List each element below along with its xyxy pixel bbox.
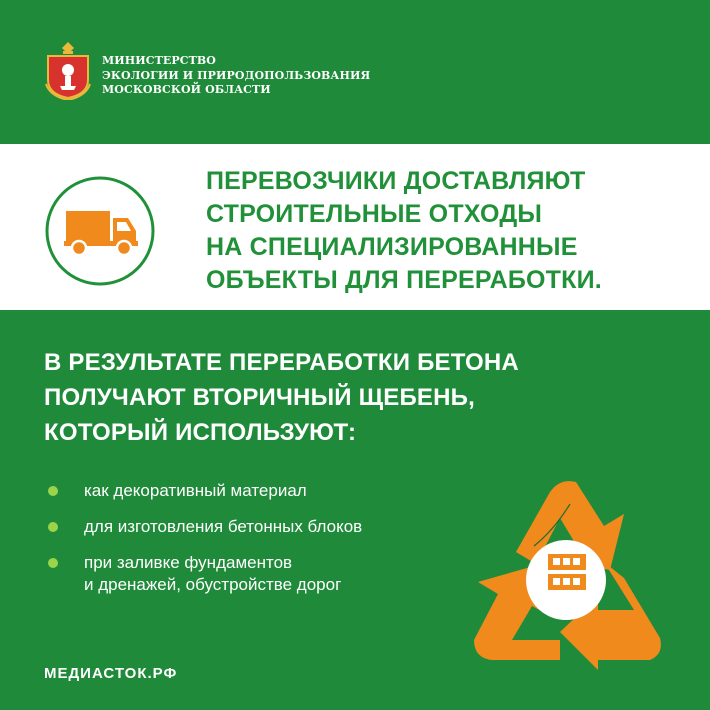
bullet-icon <box>48 558 58 568</box>
band-title-line: ПЕРЕВОЗЧИКИ ДОСТАВЛЯЮТ <box>206 167 586 195</box>
bullet-icon <box>48 486 58 496</box>
list-item-text: и дренажей, обустройстве дорог <box>84 575 342 594</box>
band-title-line: ОБЪЕКТЫ ДЛЯ ПЕРЕРАБОТКИ. <box>206 266 602 294</box>
result-title-line: ПОЛУЧАЮТ ВТОРИЧНЫЙ ЩЕБЕНЬ, <box>44 384 475 411</box>
header <box>0 0 710 144</box>
band-title <box>206 165 602 297</box>
result-title <box>44 345 519 450</box>
band-title-line: НА СПЕЦИАЛИЗИРОВАННЫЕ <box>206 233 578 261</box>
result-title-line: В РЕЗУЛЬТАТЕ ПЕРЕРАБОТКИ БЕТОНА <box>44 349 519 376</box>
usage-list <box>44 480 362 596</box>
band-title-line: СТРОИТЕЛЬНЫЕ ОТХОДЫ <box>206 200 543 228</box>
truck-icon <box>44 175 156 287</box>
list-item-text: как декоративный материал <box>84 481 307 500</box>
source-label: МЕДИАСТОК.РФ <box>44 665 178 682</box>
ministry-line: МИНИСТЕРСТВО <box>102 54 216 67</box>
ministry-name <box>102 54 370 98</box>
ministry-line: ЭКОЛОГИИ И ПРИРОДОПОЛЬЗОВАНИЯ <box>102 68 371 82</box>
list-item <box>44 552 362 596</box>
list-item-text: для изготовления бетонных блоков <box>84 517 363 536</box>
list-item-text: при заливке фундаментов <box>84 553 293 572</box>
list-item <box>44 480 362 502</box>
coat-of-arms-icon <box>44 40 92 100</box>
result-title-line: КОТОРЫЙ ИСПОЛЬЗУЮТ: <box>44 419 357 446</box>
ministry-line: МОСКОВСКОЙ ОБЛАСТИ <box>102 83 271 96</box>
bullet-icon <box>48 522 58 532</box>
list-item <box>44 516 362 538</box>
bricks-icon <box>546 552 588 592</box>
